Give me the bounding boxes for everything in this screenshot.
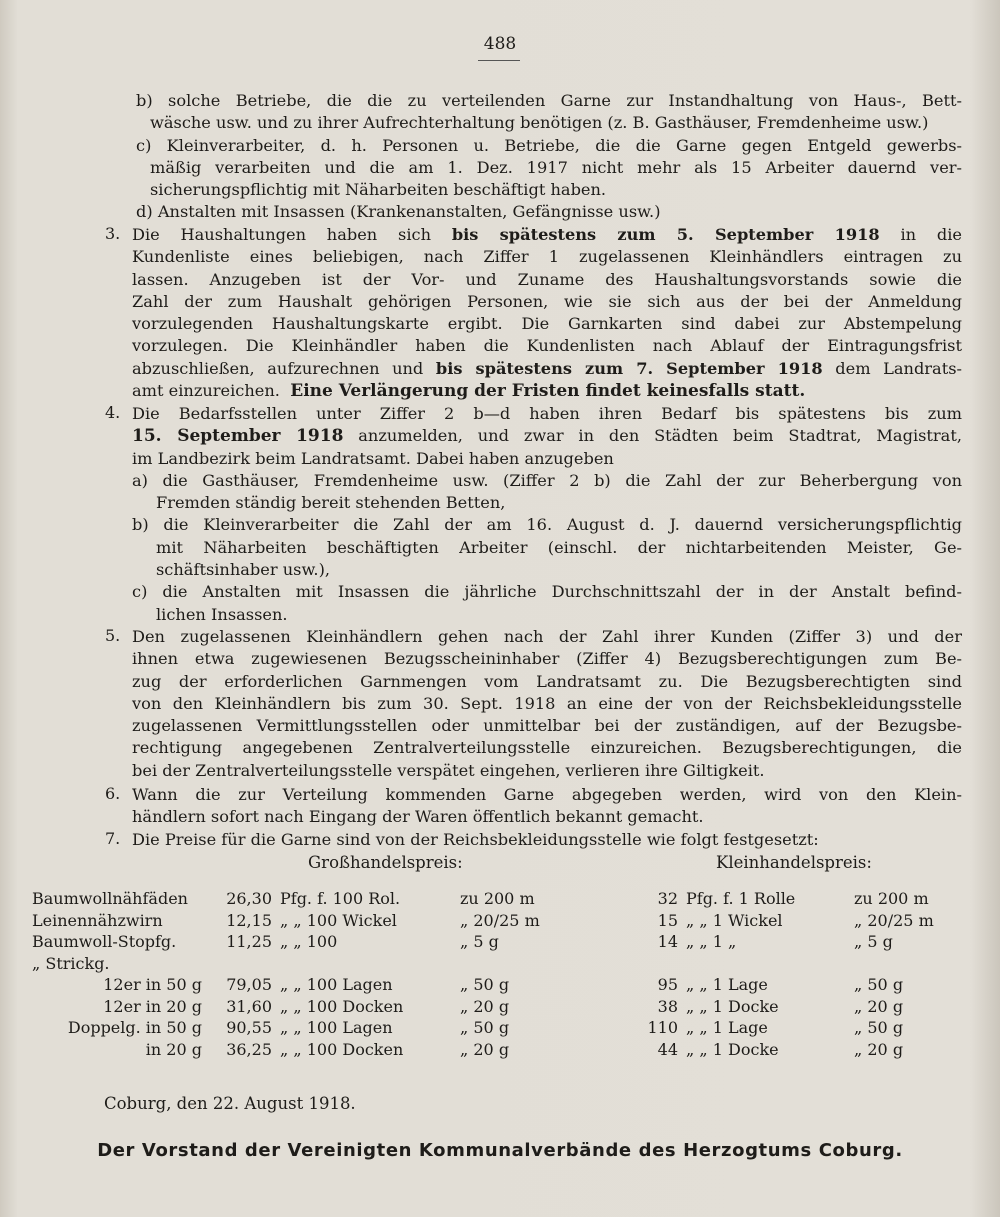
price-cell: „ 20/25 m <box>460 910 540 930</box>
section-3-line3: lassen. Anzugeben ist der Vor- und Zuname des Haushaltungsvorstands sowie die <box>132 269 962 289</box>
section-4-b2: mit Näharbeiten beschäftigten Arbeiter (einschl. der nichtarbeitenden Meister, Ge- <box>156 537 962 557</box>
section-3 <box>132 224 962 402</box>
price-cell: „ „ 100 Docken <box>280 996 404 1016</box>
section-4 <box>132 403 962 626</box>
item-c-line1: c) Kleinverarbeiter, d. h. Personen u. Betriebe, die die Garne gegen Entgeld gewerbs- <box>136 135 962 155</box>
price-table <box>28 888 958 1060</box>
price-cell: 95 <box>657 975 678 995</box>
section-6-line1: Wann die zur Verteilung kommenden Garne abgegeben werden, wird von den Klein- <box>132 785 962 804</box>
item-c-line3: sicherungspflichtig mit Näharbeiten beschäftigt haben. <box>150 180 607 200</box>
retail-header: Kleinhandelspreis: <box>716 853 872 872</box>
price-cell <box>850 953 958 975</box>
price-cell: Pfg. f. 100 Rol. <box>280 889 401 909</box>
section-5 <box>132 626 962 782</box>
wholesale-header: Großhandelspreis: <box>308 853 463 872</box>
price-cell: 12er in 50 g <box>103 975 202 995</box>
price-cell <box>276 953 456 975</box>
price-cell: 15 <box>657 910 678 930</box>
section-3-line4: Zahl der zum Haushalt gehörigen Personen, wie sie sich aus der bei der Anmeldung <box>132 291 962 311</box>
price-cell: 44 <box>657 1039 678 1059</box>
price-cell: „ 20 g <box>854 1039 904 1059</box>
price-cell: „ 5 g <box>854 932 893 952</box>
price-cell: „ 20 g <box>460 996 510 1016</box>
section-5-line7: bei der Zentralverteilungsstelle verspätet eingehen, verlieren ihre Giltigkeit. <box>132 760 765 780</box>
price-cell: „ „ 1 Docke <box>686 996 779 1016</box>
section-5-line5: zugelassenen Vermittlungsstellen oder unmittelbar bei der zuständigen, auf der Bezugsbe- <box>132 716 962 736</box>
price-cell: 31,60 <box>226 996 272 1016</box>
price-cell: 38 <box>657 996 678 1016</box>
price-table-body <box>28 888 958 1060</box>
section-4-c1: c) die Anstalten mit Insassen die jährliche Durchschnittszahl der in der Anstalt befind- <box>132 582 962 602</box>
section-4-a1: a) die Gasthäuser, Fremdenheime usw. (Ziffer 2 b) die Zahl der zur Beherbergung von <box>132 470 962 490</box>
price-row <box>28 931 958 953</box>
price-cell: „ „ 100 <box>280 932 338 952</box>
page-number: 488 <box>483 34 517 54</box>
price-cell: in 20 g <box>145 1039 202 1059</box>
price-cell <box>574 953 682 975</box>
price-cell: Doppelg. in 50 g <box>67 1018 202 1038</box>
price-cell: „ „ 1 „ <box>686 932 737 952</box>
section-5-line2: ihnen etwa zugewiesenen Bezugsscheininhaber (Ziffer 4) Bezugsberechtigungen zum Be- <box>132 649 962 669</box>
item-b-c-d <box>136 90 962 224</box>
section-5-number: 5. <box>105 626 121 645</box>
section-4-line3: im Landbezirk beim Landratsamt. Dabei haben anzugeben <box>132 448 614 468</box>
price-cell: 26,30 <box>226 889 272 909</box>
item-b-line1: b) solche Betriebe, die die zu verteilenden Garne zur Instandhaltung von Haus-, Bett- <box>136 91 962 110</box>
section-3-line1 <box>132 224 962 246</box>
price-row <box>28 953 958 975</box>
price-cell: zu 200 m <box>460 889 535 909</box>
price-cell: „ „ 100 Lagen <box>280 1018 393 1038</box>
section-7 <box>132 829 962 851</box>
section-3-line2: Kundenliste eines beliebigen, nach Ziffer 1 zugelassenen Kleinhändlers eintragen zu <box>132 247 962 267</box>
s3-deadline: bis spätestens zum 5. September 1918 <box>451 225 880 244</box>
price-cell: Pfg. f. 1 Rolle <box>686 889 796 909</box>
s3-text: Die Haushaltungen haben sich <box>132 225 432 244</box>
price-cell: 90,55 <box>226 1018 272 1038</box>
price-cell: „ 50 g <box>460 975 510 995</box>
price-cell: „ „ 100 Wickel <box>280 910 397 930</box>
price-cell: „ „ 100 Lagen <box>280 975 393 995</box>
section-3-number: 3. <box>105 224 121 243</box>
price-cell: 32 <box>657 889 678 909</box>
price-row <box>28 1017 958 1039</box>
price-row <box>28 1039 958 1061</box>
price-cell: „ 50 g <box>460 1018 510 1038</box>
price-cell: „ 20/25 m <box>854 910 934 930</box>
section-7-number: 7. <box>105 829 121 848</box>
price-cell <box>206 953 276 975</box>
price-cell: „ „ 1 Lage <box>686 975 768 995</box>
price-cell: „ „ 1 Lage <box>686 1018 768 1038</box>
item-d: d) Anstalten mit Insassen (Krankenanstalten, Gefängnisse usw.) <box>136 202 661 222</box>
price-row <box>28 974 958 996</box>
page-number-rule <box>478 60 520 61</box>
section-4-line1: Die Bedarfsstellen unter Ziffer 2 b—d haben ihren Bedarf bis spätestens bis zum <box>132 404 962 423</box>
price-row <box>28 910 958 932</box>
section-5-line3: zug der erforderlichen Garnmengen vom Landratsamt zu. Die Bezugsberechtigten sind <box>132 671 962 691</box>
price-cell: „ Strickg. <box>32 953 110 973</box>
section-3-line7 <box>132 358 962 380</box>
price-cell: „ 50 g <box>854 975 904 995</box>
price-cell: „ „ 1 Docke <box>686 1039 779 1059</box>
price-row <box>28 888 958 910</box>
section-4-line2 <box>132 425 962 447</box>
section-6-line2: händlern sofort nach Eingang der Waren öffentlich bekannt gemacht. <box>132 807 704 827</box>
s3-deadline2: bis spätestens zum 7. September 1918 <box>435 358 823 378</box>
price-cell <box>456 953 574 975</box>
section-4-a2: Fremden ständig bereit stehenden Betten, <box>156 493 506 513</box>
signature: Der Vorstand der Vereinigten Kommunalverbände des Herzogtums Coburg. <box>97 1140 903 1161</box>
section-6-number: 6. <box>105 784 121 803</box>
price-cell: 36,25 <box>226 1039 272 1059</box>
price-cell: 12er in 20 g <box>103 996 202 1016</box>
price-cell: 14 <box>657 932 678 952</box>
section-6 <box>132 784 962 829</box>
price-cell: „ „ 1 Wickel <box>686 910 783 930</box>
section-3-line8 <box>132 380 962 402</box>
price-cell: Baumwollnähfäden <box>32 889 188 909</box>
s3-text-end: in die <box>900 225 962 244</box>
place-date: Coburg, den 22. August 1918. <box>104 1094 356 1113</box>
price-cell <box>682 953 850 975</box>
section-5-line1: Den zugelassenen Kleinhändlern gehen nach der Zahl ihrer Kunden (Ziffer 3) und der <box>132 627 962 646</box>
s3-text7-end: dem Landrats- <box>835 358 962 378</box>
item-b-line2: wäsche usw. und zu ihrer Aufrechterhaltung benötigen (z. B. Gasthäuser, Fremdenheime usw.) <box>150 113 929 133</box>
section-7-line1: Die Preise für die Garne sind von der Reichsbekleidungsstelle wie folgt festgesetzt: <box>132 830 819 849</box>
s4-text2: anzumelden, und zwar in den Städten beim Stadtrat, Magistrat, <box>358 426 962 446</box>
section-5-line6: rechtigung angegebenen Zentralverteilungsstelle einzureichen. Bezugsberechtigungen, die <box>132 738 962 758</box>
s3-no-extension: Eine Verlängerung der Fristen findet keinesfalls statt. <box>290 381 806 402</box>
item-c-line2: mäßig verarbeiten und die am 1. Dez. 1917 nicht mehr als 15 Arbeiter dauernd ver- <box>150 157 962 177</box>
s3-text7: abzuschließen, aufzurechnen und <box>132 358 424 378</box>
price-cell: 79,05 <box>226 975 272 995</box>
section-4-c2: lichen Insassen. <box>156 604 288 624</box>
price-cell: „ 50 g <box>854 1018 904 1038</box>
section-5-line4: von den Kleinhändlern bis zum 30. Sept. 1918 an eine der von der Reichsbekleidungsstelle <box>132 693 962 713</box>
section-4-number: 4. <box>105 403 121 422</box>
price-cell: „ „ 100 Docken <box>280 1039 404 1059</box>
section-3-line6: vorzulegen. Die Kleinhändler haben die Kundenlisten nach Ablauf der Eintragungsfrist <box>132 336 962 356</box>
price-cell: „ 20 g <box>460 1039 510 1059</box>
price-cell: 11,25 <box>226 932 272 952</box>
section-4-b3: schäftsinhaber usw.), <box>156 560 331 580</box>
price-cell: „ 20 g <box>854 996 904 1016</box>
price-cell: „ 5 g <box>460 932 499 952</box>
price-cell: Baumwoll-Stopfg. <box>32 932 177 952</box>
section-4-b1: b) die Kleinverarbeiter die Zahl der am 16. August d. J. dauernd versicherungspflichtig <box>132 515 962 535</box>
s4-deadline: 15. September 1918 <box>132 426 344 447</box>
section-3-line5: vorzulegenden Haushaltungskarte ergibt. Die Garnkarten sind dabei zur Abstempelung <box>132 314 962 334</box>
price-cell: Leinennähzwirn <box>32 910 163 930</box>
price-cell: 12,15 <box>226 910 272 930</box>
price-cell: 110 <box>647 1018 678 1038</box>
price-row <box>28 996 958 1018</box>
price-cell: zu 200 m <box>854 889 929 909</box>
s3-text8: amt einzureichen. <box>132 381 280 401</box>
